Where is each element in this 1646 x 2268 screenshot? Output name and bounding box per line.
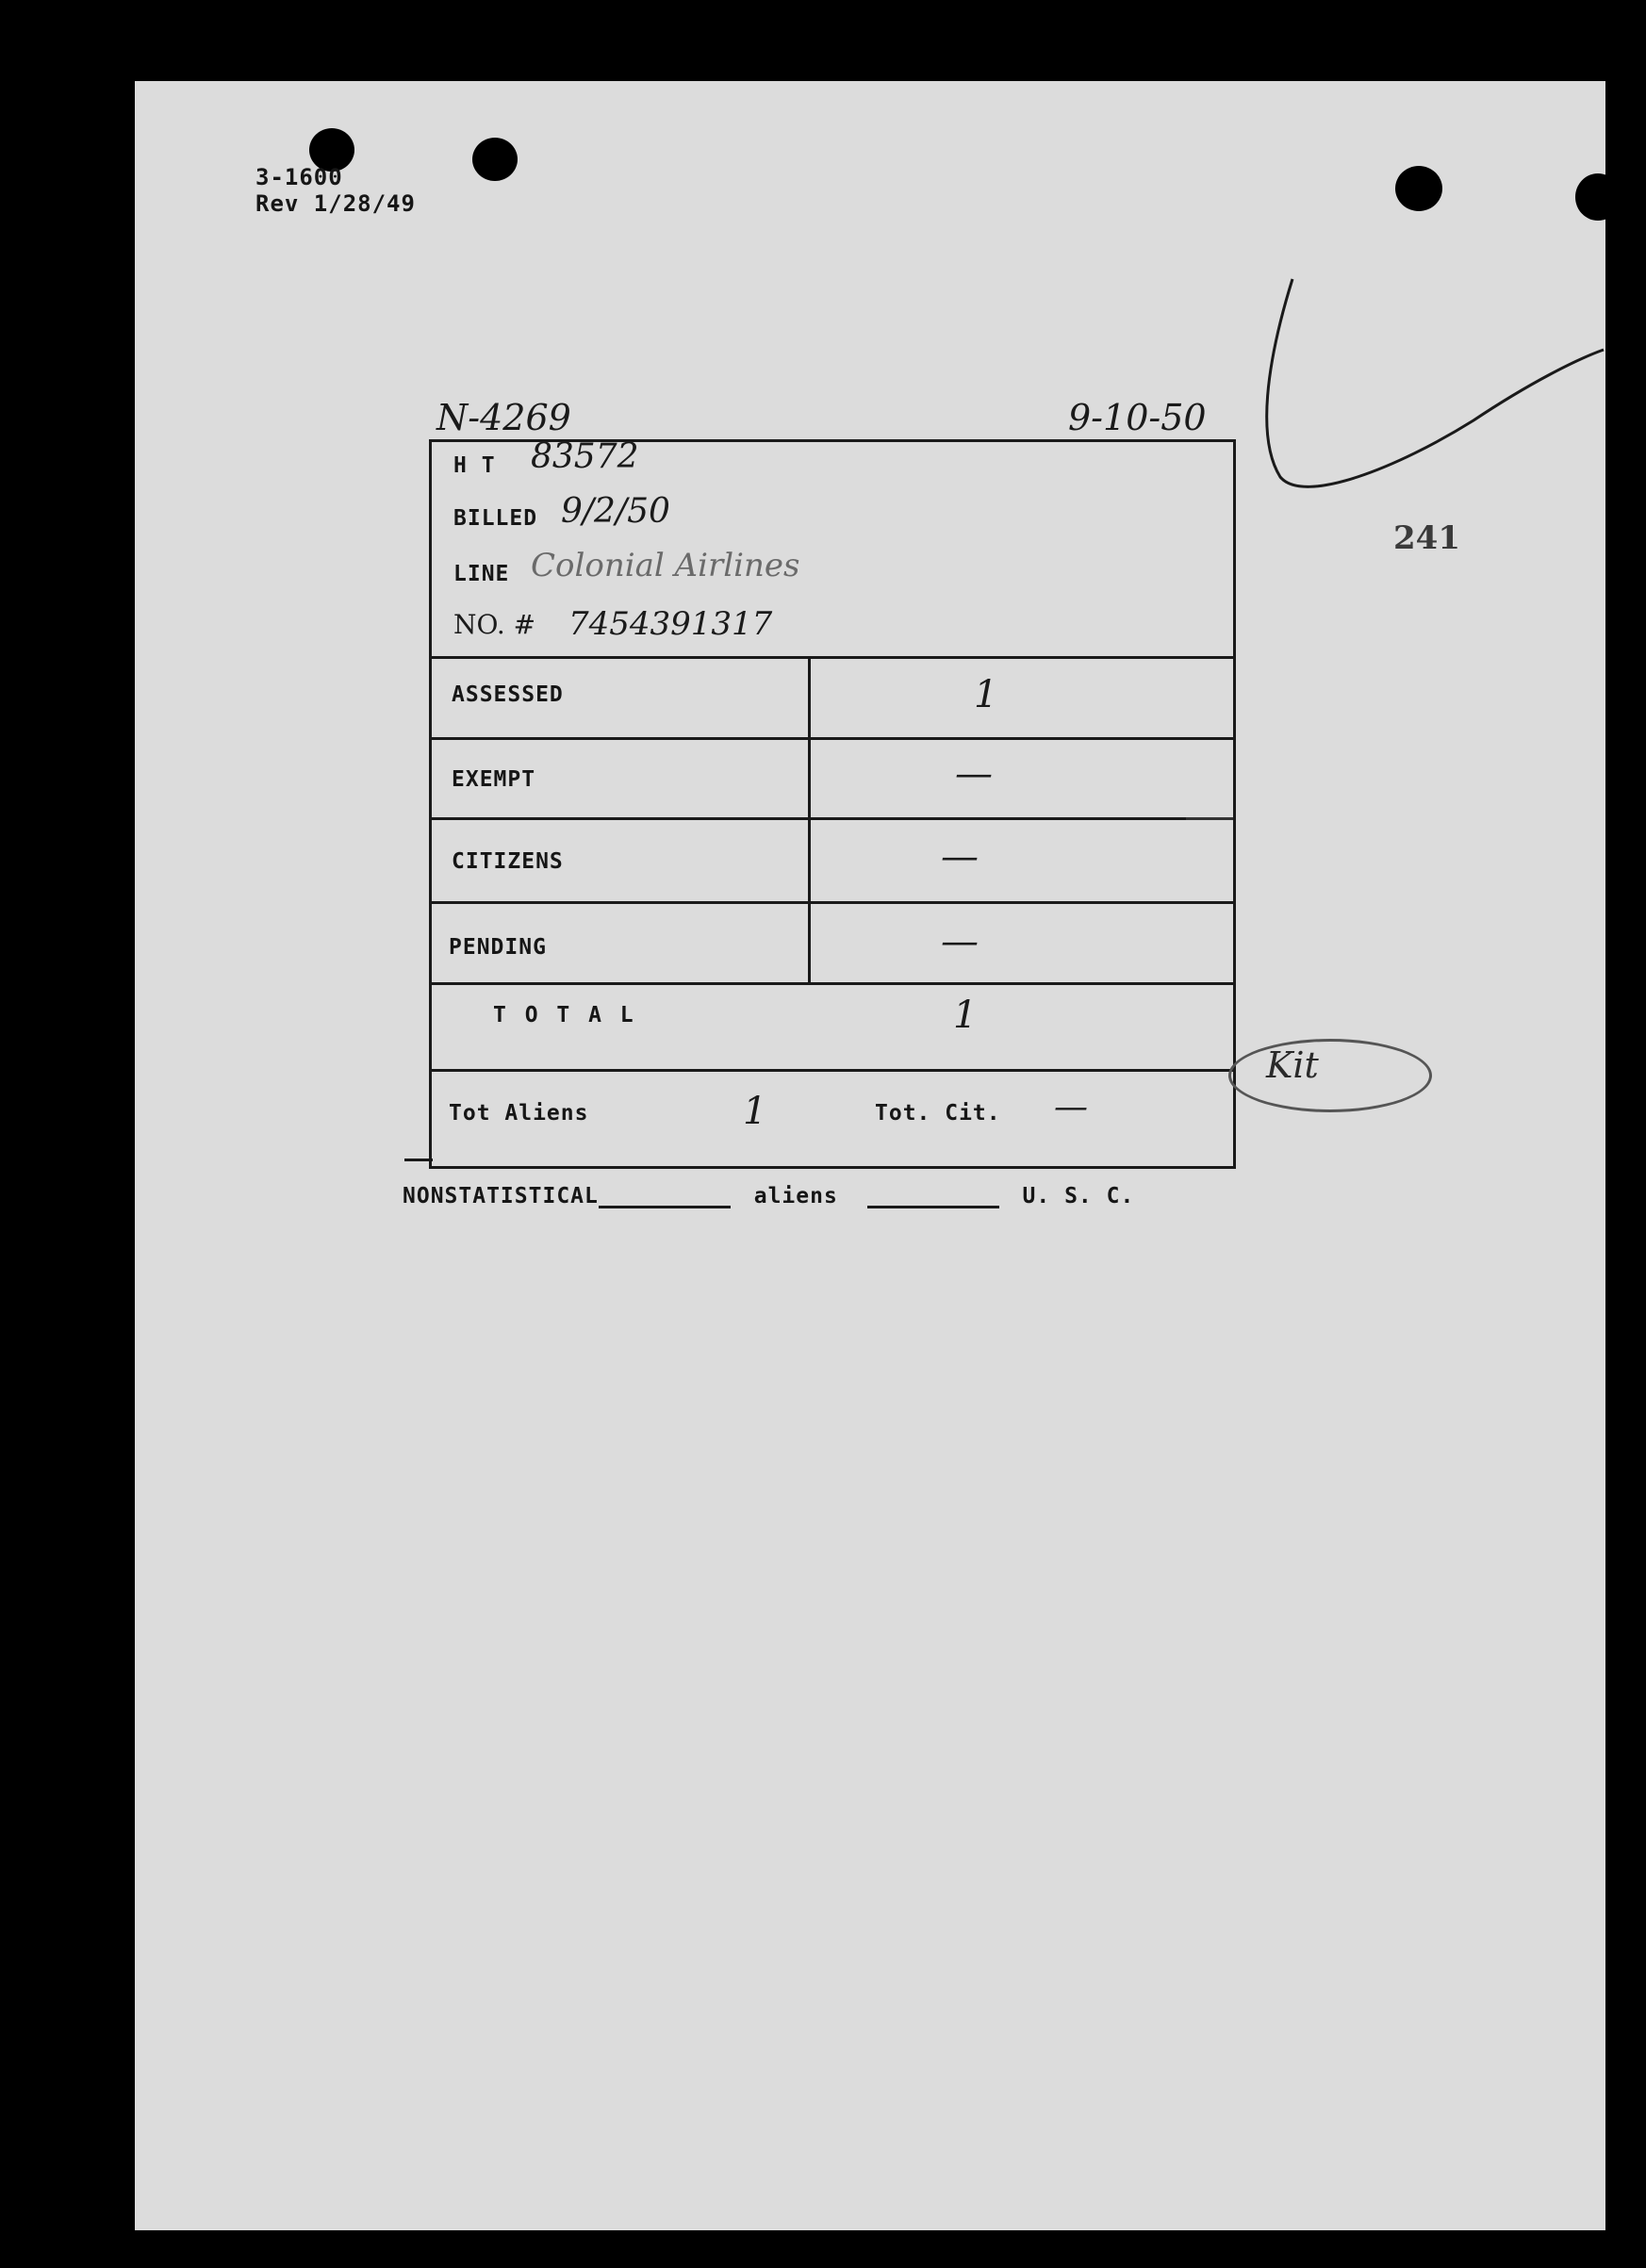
row-divider — [429, 901, 1236, 904]
form-date: 9-10-50 — [1068, 397, 1207, 438]
no-label: NO. # — [453, 609, 536, 640]
form-number: 3-1600 Rev 1/28/49 — [255, 164, 416, 217]
page-number: 241 — [1393, 519, 1460, 557]
row-divider — [429, 982, 1236, 985]
row-value-citizens: — — [941, 835, 979, 879]
punch-hole — [472, 138, 518, 181]
total-label: T O T A L — [493, 1003, 636, 1027]
row-label-exempt: EXEMPT — [452, 767, 536, 792]
line-label: LINE — [453, 562, 510, 586]
row-label-pending: PENDING — [449, 935, 547, 960]
nonstat-label: NONSTATISTICAL — [403, 1184, 599, 1208]
row-value-assessed: 1 — [974, 673, 998, 716]
column-divider — [808, 656, 811, 985]
stray-line — [1186, 817, 1233, 820]
billed-label: BILLED — [453, 506, 538, 531]
tot-aliens-value: 1 — [743, 1090, 767, 1133]
line-value: Colonial Airlines — [531, 547, 800, 584]
initials-oval — [1228, 1039, 1432, 1112]
check-mark-icon — [1247, 270, 1605, 543]
punch-hole — [1575, 173, 1621, 221]
tot-aliens-label: Tot Aliens — [449, 1101, 589, 1126]
punch-hole — [1395, 166, 1442, 211]
row-label-citizens: CITIZENS — [452, 849, 564, 874]
row-divider — [429, 817, 1236, 820]
row-divider — [429, 737, 1236, 740]
footer-line — [403, 1184, 1134, 1208]
nonstat-blank — [599, 1206, 731, 1208]
no-value: 7454391317 — [568, 605, 773, 643]
document-page — [135, 81, 1605, 2230]
total-value: 1 — [953, 994, 978, 1037]
ht-value: 83572 — [531, 437, 639, 476]
row-label-assessed: ASSESSED — [452, 682, 564, 707]
ht-label: H T — [453, 453, 496, 478]
file-number: N-4269 — [436, 397, 571, 438]
tot-cit-label: Tot. Cit. — [875, 1101, 1001, 1126]
row-divider — [429, 1069, 1236, 1072]
tot-cit-value: — — [1054, 1088, 1088, 1126]
aliens-label: aliens — [753, 1184, 838, 1208]
box-extension — [404, 1159, 433, 1161]
initials-signature: Kit — [1266, 1044, 1319, 1086]
row-divider — [429, 656, 1236, 659]
usc-label: U. S. C. — [1022, 1184, 1135, 1208]
row-value-exempt: — — [955, 752, 993, 796]
billed-value: 9/2/50 — [561, 492, 670, 531]
row-value-pending: — — [941, 920, 979, 963]
aliens-blank — [867, 1206, 999, 1208]
